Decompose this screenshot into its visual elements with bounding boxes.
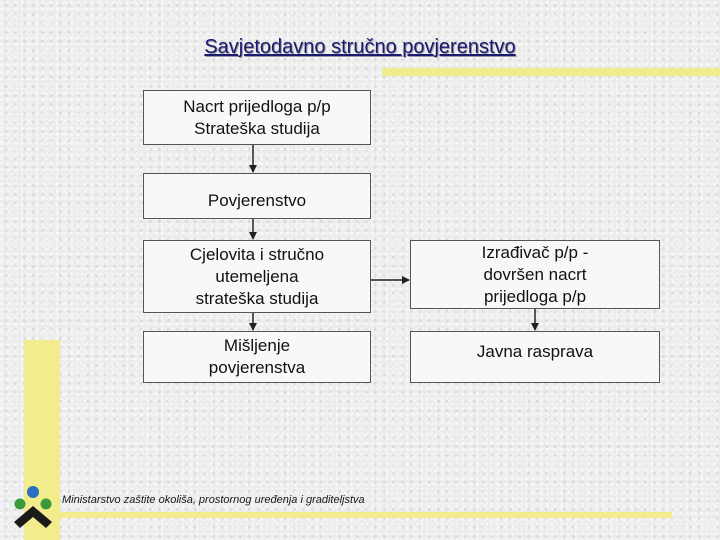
footer-ministry-name: Ministarstvo zaštite okoliša, prostornog uređenja i graditeljstva: [62, 494, 365, 506]
decorative-bar-top: [382, 68, 720, 76]
box-strategic-study: [143, 240, 371, 313]
logo-blue-dot: [27, 486, 39, 498]
box-plan-author-label: Izrađivač p/p - dovršen nacrt prijedloga p/p: [481, 242, 589, 306]
box-public-debate: [410, 331, 660, 383]
logo-green-dot-left: [15, 499, 26, 510]
logo-green-dot-right: [41, 499, 52, 510]
box-committee-opinion: [143, 331, 371, 383]
box-committee-opinion-label: Mišljenje povjerenstva: [208, 336, 306, 377]
box-strategic-study-label: Cjelovita i stručno utemeljena strateška studija: [189, 244, 325, 308]
box-draft-proposal-label: Nacrt prijedloga p/p Strateška studija: [183, 96, 331, 138]
decorative-bar-bottom: [24, 512, 672, 518]
box-public-debate-label: Javna rasprava: [476, 342, 594, 361]
box-committee-label: Povjerenstvo: [207, 191, 307, 210]
box-draft-proposal: [143, 90, 371, 145]
box-committee: [143, 173, 371, 219]
slide-title: Savjetodavno stručno povjerenstvo: [204, 36, 516, 58]
box-plan-author: [410, 240, 660, 309]
ministry-logo: [10, 484, 56, 530]
